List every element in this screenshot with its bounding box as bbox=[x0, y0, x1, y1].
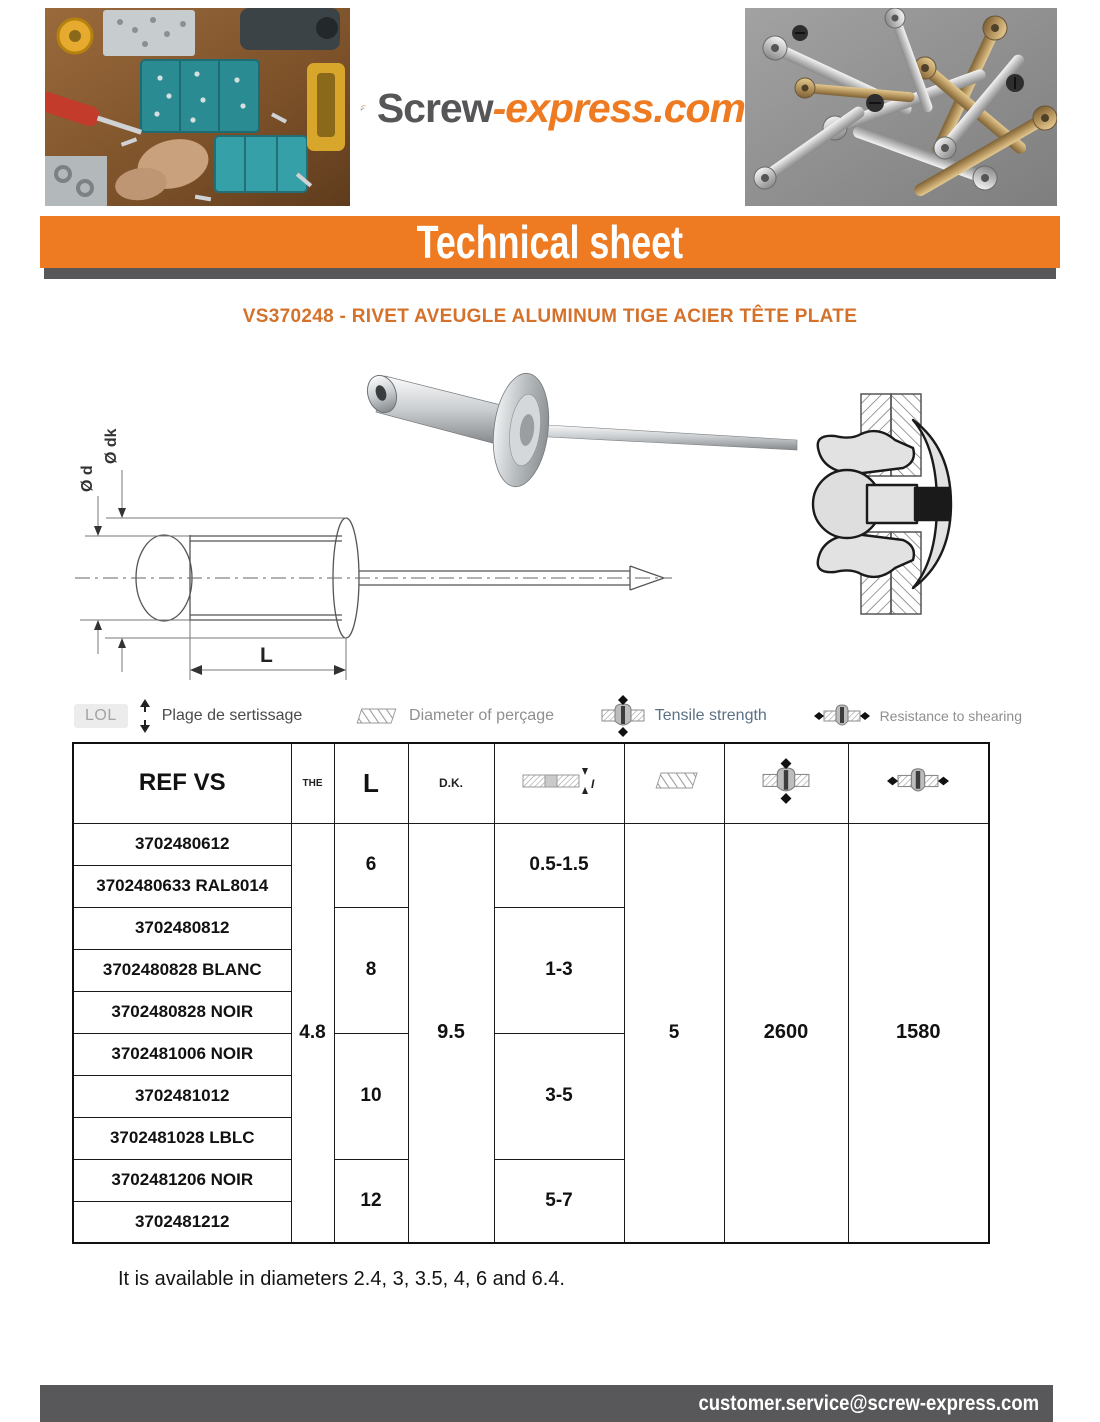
drill-diameter-icon bbox=[624, 743, 724, 823]
grip-range-arrows-icon bbox=[138, 699, 152, 733]
diagram-label-length: L bbox=[260, 644, 273, 667]
ref-cell: 3702480828 BLANC bbox=[73, 949, 291, 991]
brand-text bbox=[377, 85, 745, 132]
l-cell: 6 bbox=[334, 823, 408, 907]
legend-row bbox=[74, 696, 1022, 736]
ref-cell: 3702481206 NOIR bbox=[73, 1159, 291, 1201]
grip-cell: 0.5-1.5 bbox=[494, 823, 624, 907]
brand-text-orange: -express.com bbox=[492, 84, 745, 131]
legend-item-tensile bbox=[601, 695, 767, 737]
legend-label-grip: Plage de sertissage bbox=[161, 707, 303, 724]
legend-item-drill bbox=[349, 705, 554, 727]
screws-photo-art bbox=[745, 8, 1057, 206]
tensile-strength-icon bbox=[601, 695, 645, 737]
ref-cell: 3702481012 bbox=[73, 1075, 291, 1117]
table-header-row bbox=[73, 743, 989, 823]
svg-text:I: I bbox=[591, 776, 595, 791]
the-cell: 4.8 bbox=[291, 823, 334, 1243]
ref-cell: 3702480812 bbox=[73, 907, 291, 949]
spec-table bbox=[72, 742, 990, 1244]
product-title: VS370248 - RIVET AVEUGLE ALUMINUM TIGE ACIER TÊTE PLATE bbox=[242, 306, 858, 327]
technical-sheet-banner bbox=[40, 216, 1060, 268]
set-rivet bbox=[813, 420, 951, 588]
ref-cell: 3702480612 bbox=[73, 823, 291, 865]
brand-logo bbox=[360, 68, 745, 148]
header-dk: D.K. bbox=[408, 743, 494, 823]
legend-label-tensile: Tensile strength bbox=[654, 707, 767, 724]
lol-badge: LOL bbox=[74, 704, 128, 728]
legend-label-shear: Resistance to shearing bbox=[879, 708, 1022, 724]
workbench-photo bbox=[45, 8, 350, 206]
legend-item-shear bbox=[814, 701, 1022, 731]
shear-resistance-icon bbox=[848, 743, 989, 823]
grip-cell: 1-3 bbox=[494, 907, 624, 1033]
brand-text-dark: Screw bbox=[376, 84, 493, 131]
legend-label-drill: Diameter of perçage bbox=[409, 707, 554, 724]
shear-resistance-icon bbox=[814, 701, 870, 731]
header-l: L bbox=[334, 743, 408, 823]
workbench-photo-art bbox=[45, 8, 350, 206]
rivet-photo bbox=[335, 350, 805, 525]
grip-range-icon bbox=[494, 743, 624, 823]
triple-swoosh-icon bbox=[360, 79, 367, 137]
rivet-cross-section-diagram bbox=[795, 390, 970, 618]
ref-cell: 3702481028 LBLC bbox=[73, 1117, 291, 1159]
banner-shadow-strip bbox=[44, 268, 1056, 279]
diagram-label-d: Ø d bbox=[79, 465, 96, 492]
drill-diameter-icon bbox=[349, 705, 399, 727]
tensile-cell: 2600 bbox=[724, 823, 848, 1243]
dk-cell: 9.5 bbox=[408, 823, 494, 1243]
header-ref: REF VS bbox=[73, 743, 291, 823]
diagram-label-dk: Ø dk bbox=[103, 428, 120, 464]
drill-cell: 5 bbox=[624, 823, 724, 1243]
ref-cell: 3702481006 NOIR bbox=[73, 1033, 291, 1075]
ref-cell: 3702480828 NOIR bbox=[73, 991, 291, 1033]
grip-cell: 5-7 bbox=[494, 1159, 624, 1243]
l-cell: 10 bbox=[334, 1033, 408, 1159]
banner-title: Technical sheet bbox=[416, 216, 684, 268]
table-row bbox=[73, 823, 989, 865]
availability-note: It is available in diameters 2.4, 3, 3.5, 4, 6 and 6.4. bbox=[118, 1268, 565, 1290]
customer-service-email: customer.service@screw-express.com bbox=[698, 1391, 1039, 1415]
screws-photo bbox=[745, 8, 1057, 206]
shear-cell: 1580 bbox=[848, 823, 989, 1243]
l-cell: 8 bbox=[334, 907, 408, 1033]
tensile-strength-icon bbox=[724, 743, 848, 823]
ref-cell: 3702481212 bbox=[73, 1201, 291, 1243]
footer-bar bbox=[40, 1385, 1053, 1422]
grip-cell: 3-5 bbox=[494, 1033, 624, 1159]
header-the: THE bbox=[291, 743, 334, 823]
l-cell: 12 bbox=[334, 1159, 408, 1243]
legend-item-grip bbox=[74, 699, 302, 733]
ref-cell: 3702480633 RAL8014 bbox=[73, 865, 291, 907]
